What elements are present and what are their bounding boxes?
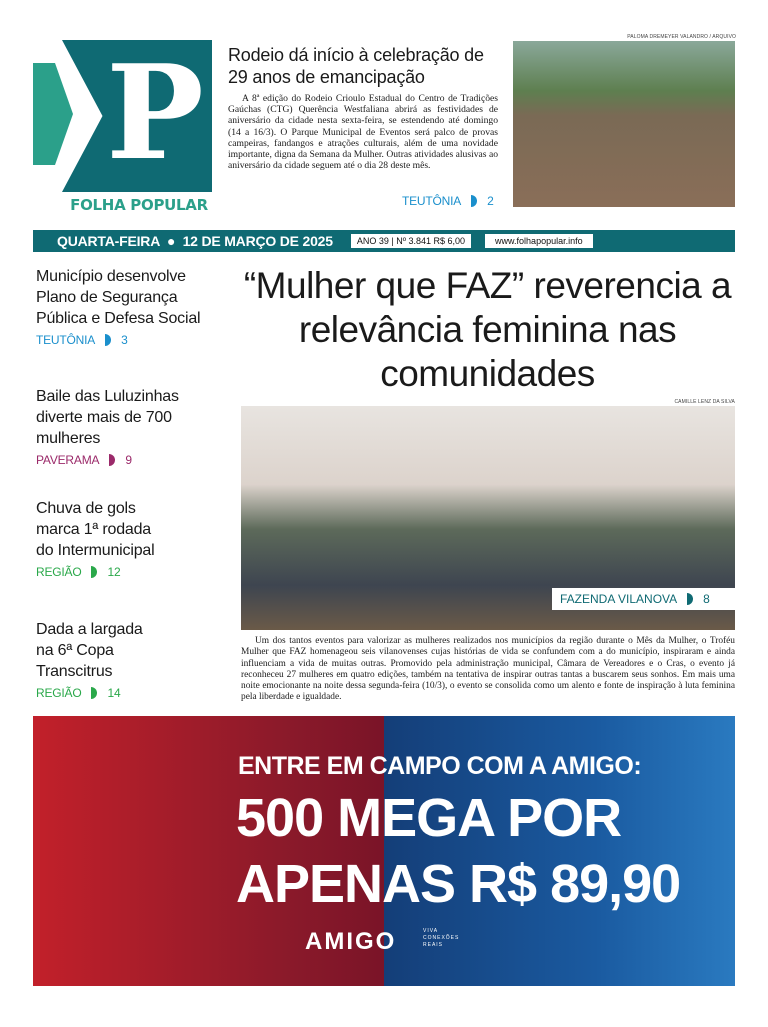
ad-offer: 500 MEGA POR [236, 788, 622, 848]
photo-credit: CAMILLE LENZ DA SILVA [674, 399, 735, 405]
advertisement[interactable] [33, 716, 735, 986]
ad-price: APENAS R$ 89,90 [236, 854, 681, 914]
ad-headline: ENTRE EM CAMPO COM A AMIGO: [238, 752, 642, 780]
arrow-marker-icon [105, 334, 111, 346]
newspaper-name: FOLHA POPULAR [70, 196, 208, 214]
photo-credit: PALOMA DREMEYER VALANDRO / ARQUIVO [627, 34, 736, 40]
sidebar-title: Chuva de gols marca 1ª rodada do Intermunicipal [36, 500, 155, 559]
arrow-marker-icon [687, 593, 693, 605]
sidebar-item[interactable] [36, 266, 226, 347]
sidebar-title: Baile das Luluzinhas diverte mais de 700 mulheres [36, 388, 179, 447]
sidebar-item[interactable] [36, 619, 156, 700]
section-label: REGIÃO [36, 686, 82, 700]
arrow-marker-icon [91, 687, 97, 699]
page-number: 14 [107, 686, 121, 700]
date-banner [33, 230, 735, 252]
section-label: REGIÃO [36, 565, 82, 579]
section-label: TEUTÔNIA [36, 333, 96, 347]
top-story-body: A 8ª edição do Rodeio Crioulo Estadual do Centro de Tradições Gaúchas (CTG) Querência Westfaliana abrirá as festividades de aniversário da cidade nesta sexta-feira, se estendendo até domingo (14 a 16/3). O Parque Municipal de Eventos será palco de provas campeiras, fandangos e atrações culturais, além de uma novidade importante, digna da Semana da Mulher. Outras atividades alusivas ao aniversário da cidade seguem até o dia 28 deste mês. [228, 93, 498, 172]
top-story-title[interactable]: Rodeio dá início à celebração de 29 anos de emancipação [228, 45, 484, 87]
logo-chevron [33, 63, 73, 165]
main-story-body: Um dos tantos eventos para valorizar as mulheres realizados nos municípios da região durante o Mês da Mulher, o Troféu Mulher que FAZ homenageou seis vilanovenses cujas histórias de vida se confundem com a do município, inspiraram e ainda influenciam a vida de muitas outras. Promovido pela administração municipal, Câmara de Vereadores e o Cras, o evento já reconheceu 27 mulheres em quatro edições, também na tentativa de inspirar outras tantas a buscarem seus sonhos. Em mais uma noite emocionante na noite dessa segunda-feira (10/3), o evento se consolida como um alento e fonte de inspiração à luta feminina pela liberdade e igualdade. [241, 636, 735, 703]
page-number: 2 [487, 194, 494, 208]
rodeo-photo [513, 41, 735, 207]
arrow-marker-icon [471, 195, 477, 207]
main-story-ref[interactable] [552, 588, 735, 610]
section-label: TEUTÔNIA [402, 194, 462, 208]
sidebar-item[interactable] [36, 386, 201, 467]
issue-info: ANO 39 | Nº 3.841 R$ 6,00 [351, 234, 471, 248]
page-number: 12 [107, 565, 121, 579]
sidebar-title: Município desenvolve Plano de Segurança Pública e Defesa Social [36, 268, 201, 327]
ad-tagline: VIVA CONEXÕES REAIS [423, 928, 460, 948]
website-link[interactable]: www.folhapopular.info [485, 234, 593, 248]
section-label: FAZENDA VILANOVA [560, 592, 678, 606]
logo-letter: P [106, 36, 204, 189]
page-number: 8 [703, 592, 710, 606]
arrow-marker-icon [91, 566, 97, 578]
section-label: PAVERAMA [36, 453, 100, 467]
sidebar-item[interactable] [36, 498, 171, 579]
page-number: 3 [121, 333, 128, 347]
top-story-ref[interactable] [402, 194, 494, 208]
arrow-marker-icon [109, 454, 115, 466]
main-headline[interactable]: “Mulher que FAZ” reverencia a relevância feminina nas comunidades [243, 265, 732, 394]
ad-brand-logo: AMIGO [305, 928, 397, 955]
page-number: 9 [125, 453, 132, 467]
edition-date: QUARTA-FEIRA ● 12 DE MARÇO DE 2025 [57, 233, 333, 249]
sidebar-title: Dada a largada na 6ª Copa Transcitrus [36, 621, 143, 680]
